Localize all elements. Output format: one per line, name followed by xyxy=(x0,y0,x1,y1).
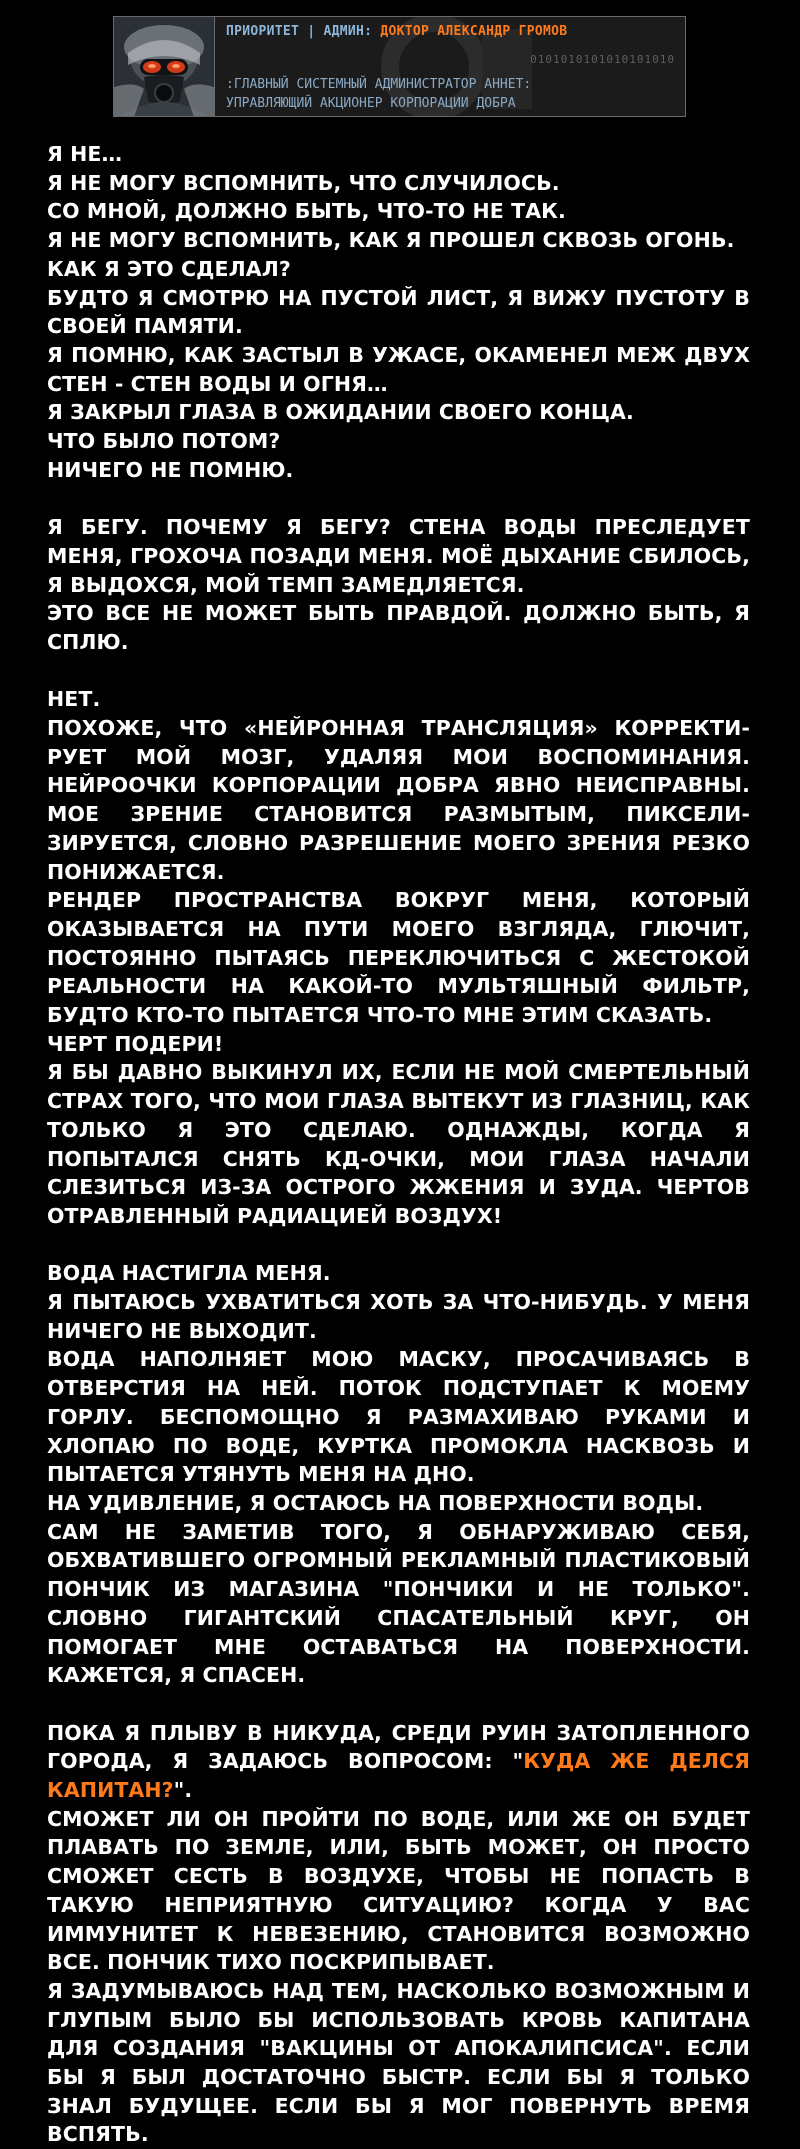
subtitle-line-2: УПРАВЛЯЮЩИЙ АКЦИОНЕР КОРПОРАЦИИ ДОБРА xyxy=(226,96,516,111)
paragraph xyxy=(47,1719,750,1805)
paragraph-text: ПОКА Я ПЛЫВУ В НИКУДА, СРЕДИ РУИН ЗАТОПЛЕННОГО ГОРОДА, Я ЗАДАЮСЬ ВОПРОСОМ: " xyxy=(47,1720,750,1774)
paragraph: Я НЕ… xyxy=(47,142,123,166)
header-subtitle xyxy=(226,75,531,113)
paragraph: СМОЖЕТ ЛИ ОН ПРОЙТИ ПО ВОДЕ, ИЛИ ЖЕ ОН БУДЕТ ПЛАВАТЬ ПО ЗЕМЛЕ, ИЛИ, БЫТЬ МОЖЕТ, ОН ПРОСТО СМОЖЕТ СЕСТЬ В ВОЗДУХЕ, ЧТОБЫ НЕ ПОПАСТЬ В ТАКУЮ НЕПРИЯТНУЮ СИТУАЦИЮ? КОГДА У ВАС ИММУНИТЕТ К НЕВЕЗЕНИЮ, СТАНОВИТСЯ ВОЗМОЖНО ВСЕ. ПОНЧИК ТИХО ПОСКРИПЫВАЕТ. xyxy=(47,1806,750,1975)
subtitle-line-1: :ГЛАВНЫЙ СИСТЕМНЫЙ АДМИНИСТРАТОР АННЕТ: xyxy=(226,77,532,92)
header-text xyxy=(226,17,677,116)
paragraph: Я БЫ ДАВНО ВЫКИНУЛ ИХ, ЕСЛИ НЕ МОЙ СМЕРТЕЛЬНЫЙ СТРАХ ТОГО, ЧТО МОИ ГЛАЗА ВЫТЕКУТ ИЗ ГЛАЗНИЦ, КАК ТОЛЬКО Я ЭТО СДЕЛАЮ. ОДНАЖДЫ, КОГДА Я ПОПЫТАЛСЯ СНЯТЬ КД-ОЧКИ, МОИ ГЛАЗА НАЧАЛИ СЛЕЗИТЬСЯ ИЗ-ЗА ОСТРОГО ЖЖЕНИЯ И ЗУДА. ЧЕРТОВ ОТРАВЛЕННЫЙ РАДИАЦИЕЙ ВОЗДУХ! xyxy=(47,1060,750,1228)
paragraph: ЧЕРТ ПОДЕРИ! xyxy=(47,1031,224,1056)
paragraph: НА УДИВЛЕНИЕ, Я ОСТАЮСЬ НА ПОВЕРХНОСТИ ВОДЫ. xyxy=(47,1491,704,1515)
paragraph: Я ЗАКРЫЛ ГЛАЗА В ОЖИДАНИИ СВОЕГО КОНЦА. xyxy=(47,400,634,425)
paragraph: Я ЗАДУМЫВАЮСЬ НАД ТЕМ, НАСКОЛЬКО ВОЗМОЖНЫМ И ГЛУПЫМ БЫЛО БЫ ИСПОЛЬЗОВАТЬ КРОВЬ КАПИТАНА ДЛЯ СОЗДАНИЯ "ВАКЦИНЫ ОТ АПОКАЛИПСИСА". ЕСЛИ БЫ Я БЫЛ ДОСТАТОЧНО БЫСТР. ЕСЛИ БЫ Я ТОЛЬКО ЗНАЛ БУДУЩЕЕ. ЕСЛИ БЫ Я МОГ ПОВЕРНУТЬ ВРЕМЯ ВСПЯТЬ. xyxy=(47,1978,750,2147)
story-text xyxy=(47,140,750,2149)
paragraph: СО МНОЙ, ДОЛЖНО БЫТЬ, ЧТО-ТО НЕ ТАК. xyxy=(47,199,566,224)
paragraph-gap xyxy=(47,657,750,686)
highlighted-question: КУДА ЖЕ ДЕЛСЯ КАПИТАН? xyxy=(47,1749,750,1803)
paragraph: ПОХОЖЕ, ЧТО «НЕЙРОННАЯ ТРАНСЛЯЦИЯ» КОРРЕКТИ-РУЕТ МОЙ МОЗГ, УДАЛЯЯ МОИ ВОСПОМИНАНИЯ. НЕЙРООЧКИ КОРПОРАЦИИ ДОБРА ЯВНО НЕИСПРАВНЫ. МОЕ ЗРЕНИЕ СТАНОВИТСЯ РАЗМЫТЫМ, ПИКСЕЛИ-ЗИРУЕТСЯ, СЛОВНО РАЗРЕШЕНИЕ МОЕГО ЗРЕНИЯ РЕЗКО ПОНИЖАЕТСЯ. xyxy=(47,716,750,884)
paragraph: ЭТО ВСЕ НЕ МОЖЕТ БЫТЬ ПРАВДОЙ. ДОЛЖНО БЫТЬ, Я СПЛЮ. xyxy=(47,601,750,654)
admin-name: ДОКТОР АЛЕКСАНДР ГРОМОВ xyxy=(380,24,568,39)
paragraph: КАК Я ЭТО СДЕЛАЛ? xyxy=(47,256,291,281)
paragraph-gap xyxy=(47,484,750,513)
paragraph-text: ". xyxy=(173,1778,193,1803)
header-priority-line xyxy=(226,24,567,39)
paragraph: ЧТО БЫЛО ПОТОМ? xyxy=(47,429,281,454)
paragraph: Я ПЫТАЮСЬ УХВАТИТЬСЯ ХОТЬ ЗА ЧТО-НИБУДЬ. У МЕНЯ НИЧЕГО НЕ ВЫХОДИТ. xyxy=(47,1290,750,1343)
paragraph-gap xyxy=(47,1690,750,1719)
paragraph: ВОДА НАСТИГЛА МЕНЯ. xyxy=(47,1261,331,1286)
paragraph: РЕНДЕР ПРОСТРАНСТВА ВОКРУГ МЕНЯ, КОТОРЫЙ ОКАЗЫВАЕТСЯ НА ПУТИ МОЕГО ВЗГЛЯДА, ГЛЮЧИТ, ПОСТОЯННО ПЫТАЯСЬ ПЕРЕКЛЮЧИТЬСЯ С ЖЕСТОКОЙ РЕАЛЬНОСТИ НА КАКОЙ-ТО МУЛЬТЯШНЫЙ ФИЛЬТР, БУДТО КТО-ТО ПЫТАЕТСЯ ЧТО-ТО МНЕ ЭТИМ СКАЗАТЬ. xyxy=(47,888,750,1028)
priority-label: ПРИОРИТЕТ | АДМИН: xyxy=(226,24,381,39)
paragraph: НЕТ. xyxy=(47,687,101,712)
paragraph: БУДТО Я СМОТРЮ НА ПУСТОЙ ЛИСТ, Я ВИЖУ ПУСТОТУ В СВОЕЙ ПАМЯТИ. xyxy=(47,285,750,339)
paragraph: Я ПОМНЮ, КАК ЗАСТЫЛ В УЖАСЕ, ОКАМЕНЕЛ МЕЖ ДВУХ СТЕН - СТЕН ВОДЫ И ОГНЯ… xyxy=(47,342,750,396)
paragraph: Я НЕ МОГУ ВСПОМНИТЬ, КАК Я ПРОШЕЛ СКВОЗЬ ОГОНЬ. xyxy=(47,228,735,253)
paragraph: ВОДА НАПОЛНЯЕТ МОЮ МАСКУ, ПРОСАЧИВАЯСЬ В ОТВЕРСТИЯ НА НЕЙ. ПОТОК ПОДСТУПАЕТ К МОЕМУ ГОРЛУ. БЕСПОМОЩНО Я РАЗМАХИВАЮ РУКАМИ И ХЛОПАЮ ПО ВОДЕ, КУРТКА ПРОМОКЛА НАСКВОЗЬ И ПЫТАЕТСЯ УТЯНУТЬ МЕНЯ НА ДНО. xyxy=(47,1347,750,1487)
paragraph: САМ НЕ ЗАМЕТИВ ТОГО, Я ОБНАРУЖИВАЮ СЕБЯ, ОБХВАТИВШЕГО ОГРОМНЫЙ РЕКЛАМНЫЙ ПЛАСТИКОВЫЙ ПОНЧИК ИЗ МАГАЗИНА "ПОНЧИКИ И НЕ ТОЛЬКО". СЛОВНО ГИГАНТСКИЙ СПАСАТЕЛЬНЫЙ КРУГ, ОН ПОМОГАЕТ МНЕ ОСТАВАТЬСЯ НА ПОВЕРХНОСТИ. КАЖЕТСЯ, Я СПАСЕН. xyxy=(47,1519,750,1688)
paragraph: Я БЕГУ. ПОЧЕМУ Я БЕГУ? СТЕНА ВОДЫ ПРЕСЛЕДУЕТ МЕНЯ, ГРОХОЧА ПОЗАДИ МЕНЯ. МОЁ ДЫХАНИЕ СБИЛОСЬ, Я ВЫДОХСЯ, МОЙ ТЕМП ЗАМЕДЛЯЕТСЯ. xyxy=(47,515,750,597)
paragraph: Я НЕ МОГУ ВСПОМНИТЬ, ЧТО СЛУЧИЛОСЬ. xyxy=(47,170,560,195)
binary-code-strip: 0101010101010101010 xyxy=(530,53,675,66)
avatar xyxy=(114,17,215,117)
admin-header-banner xyxy=(113,16,686,117)
paragraph-gap xyxy=(47,1231,750,1260)
gas-mask-soldier-icon xyxy=(114,17,214,117)
paragraph: НИЧЕГО НЕ ПОМНЮ. xyxy=(47,457,294,482)
